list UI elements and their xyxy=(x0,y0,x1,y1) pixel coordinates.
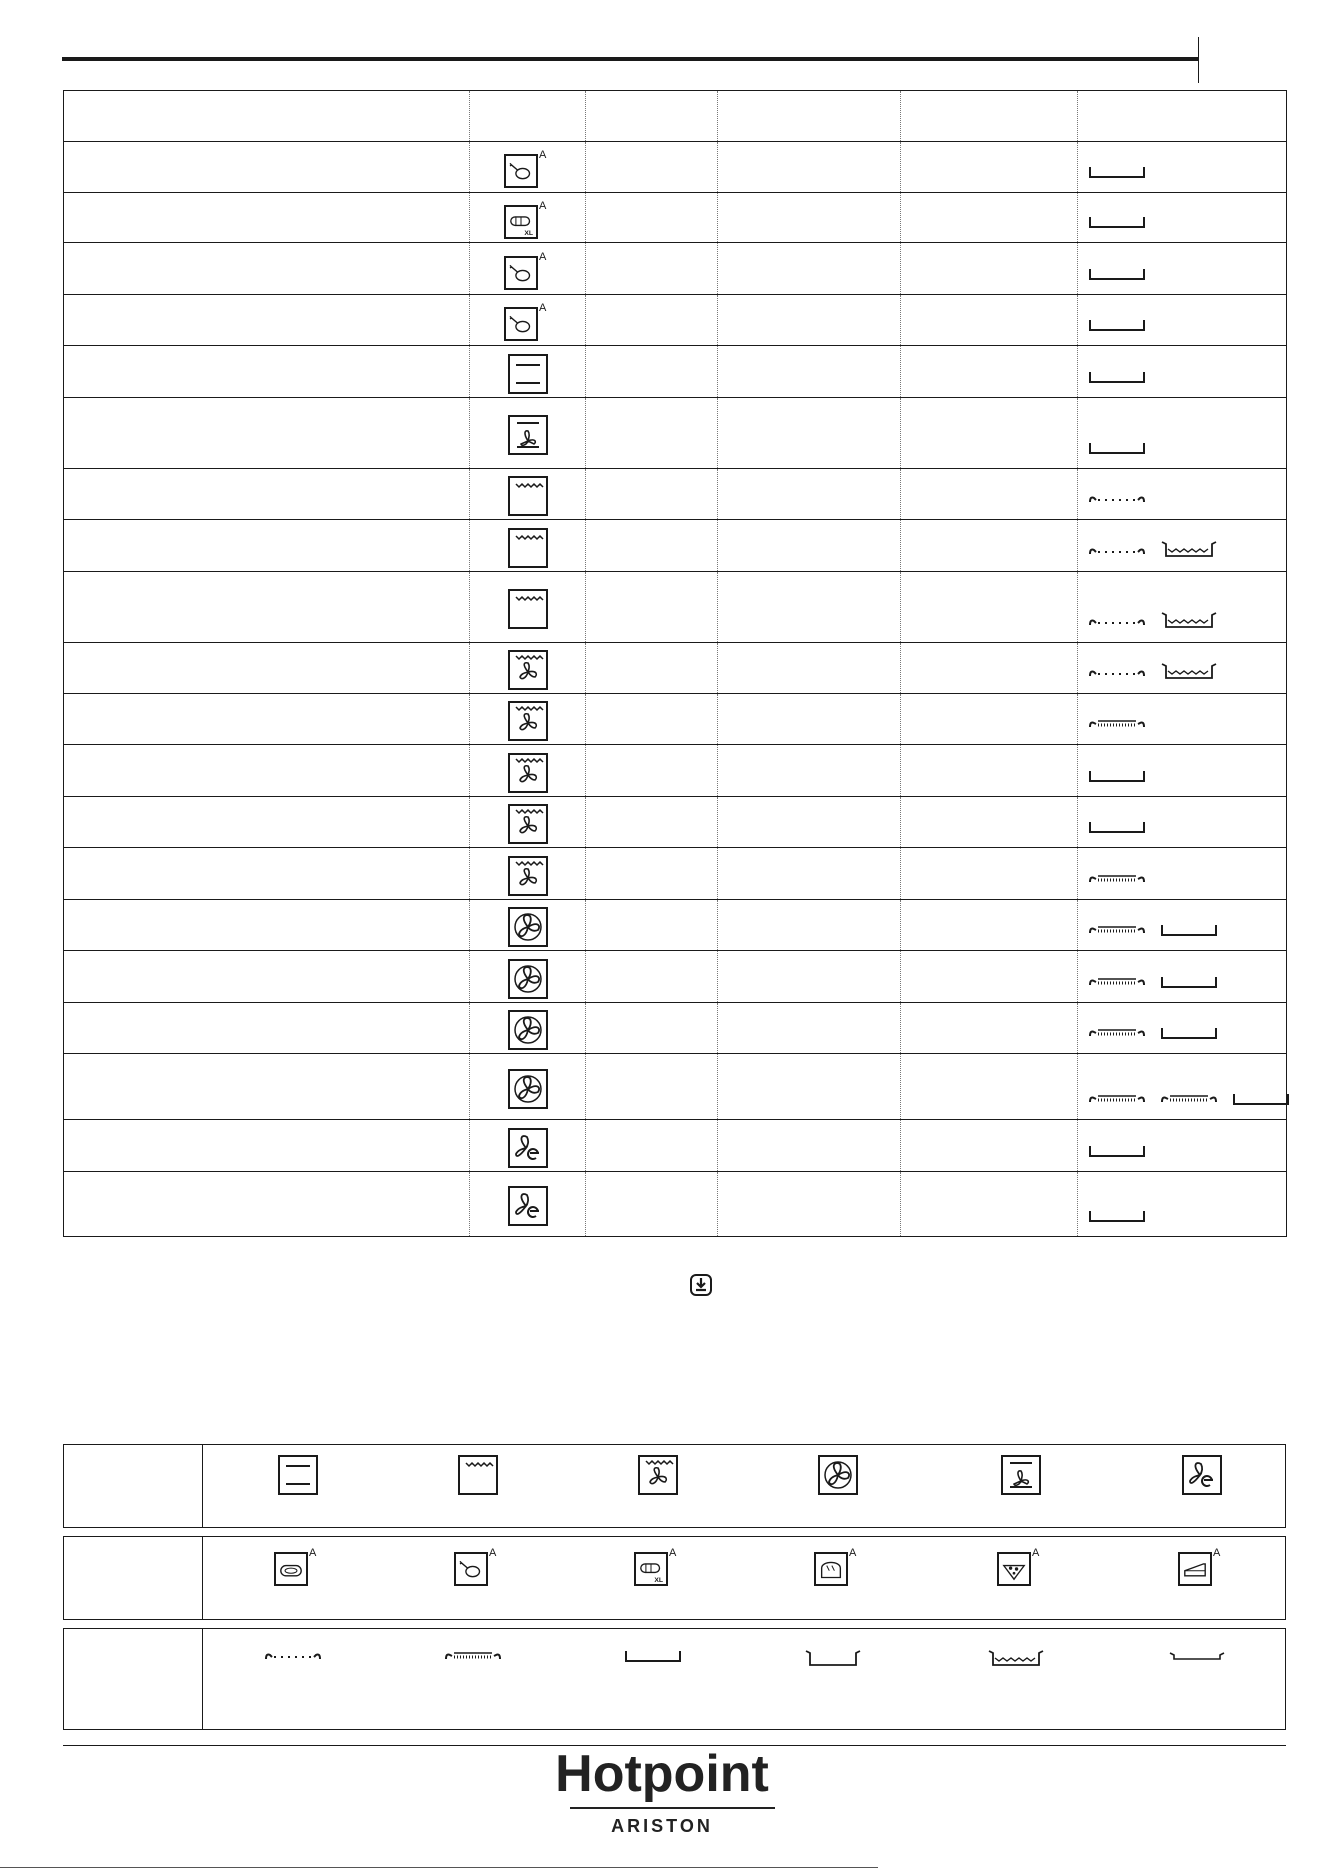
baking-rack-icon xyxy=(1088,923,1146,942)
table-row xyxy=(64,1120,1287,1172)
accessory-group xyxy=(1088,215,1146,234)
temperature-cell xyxy=(718,572,901,643)
temperature-cell xyxy=(718,469,901,520)
accessory-group xyxy=(1088,1209,1146,1228)
function-cell xyxy=(470,745,586,797)
table-row xyxy=(64,346,1287,398)
accessory-group xyxy=(1088,318,1146,337)
function-cell xyxy=(470,1172,586,1237)
time-cell xyxy=(901,745,1078,797)
temperature-cell xyxy=(718,745,901,797)
drip-tray-icon xyxy=(1088,1144,1146,1163)
table-row xyxy=(64,643,1287,694)
accessory-group xyxy=(1088,872,1146,891)
accessories-cell xyxy=(1078,848,1287,900)
preheat-cell xyxy=(586,469,718,520)
accessories-cell xyxy=(1078,469,1287,520)
water-tray-icon xyxy=(1160,662,1218,685)
baking-rack-icon xyxy=(1088,872,1146,891)
drip-tray-icon xyxy=(1088,267,1146,286)
temperature-cell xyxy=(718,346,901,398)
function-cell xyxy=(470,643,586,694)
conventional-icon xyxy=(470,350,585,394)
preheat-cell xyxy=(586,346,718,398)
accessory-group xyxy=(1088,611,1218,634)
recipe-cell xyxy=(64,643,470,694)
svg-text:XL: XL xyxy=(654,1576,664,1584)
drip-tray-icon xyxy=(1088,820,1146,839)
table-row xyxy=(64,572,1287,643)
auto-xl-roast-icon xyxy=(470,196,585,240)
auto-roast-icon xyxy=(470,298,585,342)
drip-tray-icon xyxy=(1160,923,1218,942)
preheat-cell xyxy=(586,694,718,745)
legend-head xyxy=(64,1445,203,1527)
brand-rule xyxy=(570,1807,775,1809)
time-cell xyxy=(901,797,1078,848)
cooking-table xyxy=(63,90,1287,1237)
forced-air-icon xyxy=(470,955,585,999)
drip-tray-icon xyxy=(1088,441,1146,460)
recipe-cell xyxy=(64,1003,470,1054)
recipe-cell xyxy=(64,520,470,572)
table-row xyxy=(64,520,1287,572)
baking-rack-icon xyxy=(1088,1026,1146,1045)
accessory-group xyxy=(1088,441,1146,460)
accessory-group xyxy=(1088,1144,1146,1163)
time-cell xyxy=(901,398,1078,469)
table-row xyxy=(64,193,1287,243)
temperature-cell xyxy=(718,1003,901,1054)
time-cell xyxy=(901,1054,1078,1120)
turbo-grill-icon xyxy=(470,852,585,896)
temperature-cell xyxy=(718,295,901,346)
preheat-cell xyxy=(586,243,718,295)
function-cell xyxy=(470,848,586,900)
auto-casserole-icon xyxy=(274,1543,322,1583)
accessories-cell xyxy=(1078,193,1287,243)
table-header-row xyxy=(64,91,1287,142)
accessory-group xyxy=(1088,662,1218,685)
recipe-cell xyxy=(64,694,470,745)
function-cell xyxy=(470,142,586,193)
svg-text:A: A xyxy=(849,1547,857,1559)
recipe-cell xyxy=(64,398,470,469)
eco-forced-air-icon xyxy=(470,1124,585,1168)
preheat-cell xyxy=(586,520,718,572)
auto-pizza-icon xyxy=(997,1543,1045,1583)
preheat-cell xyxy=(586,572,718,643)
recipe-cell xyxy=(64,469,470,520)
table-row xyxy=(64,1172,1287,1237)
temperature-cell xyxy=(718,243,901,295)
baking-rack-icon xyxy=(1088,717,1146,736)
legend-functions xyxy=(63,1444,1286,1528)
preheat-cell xyxy=(586,1172,718,1237)
accessory-group xyxy=(1088,165,1146,184)
function-cell xyxy=(470,1003,586,1054)
water-tray-icon xyxy=(1160,540,1218,563)
grill-icon xyxy=(454,1451,502,1491)
page-edge xyxy=(0,1867,878,1868)
preheat-cell xyxy=(586,900,718,951)
time-cell xyxy=(901,520,1078,572)
temperature-cell xyxy=(718,848,901,900)
accessory-group xyxy=(1088,492,1146,511)
auto-xl-roast-icon xyxy=(634,1543,682,1583)
table-row xyxy=(64,694,1287,745)
table-row xyxy=(64,469,1287,520)
baking-tray-icon xyxy=(804,1649,864,1689)
turbo-grill-icon xyxy=(634,1451,682,1491)
accessories-cell xyxy=(1078,694,1287,745)
forced-air-icon xyxy=(470,903,585,947)
recipe-cell xyxy=(64,346,470,398)
accessories-cell xyxy=(1078,745,1287,797)
table-row xyxy=(64,1054,1287,1120)
drip-tray-icon xyxy=(1088,370,1146,389)
forced-air-icon xyxy=(470,1065,585,1109)
water-tray-icon xyxy=(1160,611,1218,634)
drip-tray-icon xyxy=(1232,1092,1290,1111)
preheat-cell xyxy=(586,797,718,848)
accessories-cell xyxy=(1078,797,1287,848)
time-cell xyxy=(901,243,1078,295)
accessory-group xyxy=(1088,820,1146,839)
recipe-cell xyxy=(64,142,470,193)
function-cell xyxy=(470,520,586,572)
table-row xyxy=(64,848,1287,900)
accessories-cell xyxy=(1078,142,1287,193)
table-row xyxy=(64,797,1287,848)
accessories-cell xyxy=(1078,295,1287,346)
header-cell xyxy=(64,91,470,142)
temperature-cell xyxy=(718,694,901,745)
header-cell xyxy=(470,91,586,142)
temperature-cell xyxy=(718,1120,901,1172)
accessory-group xyxy=(1088,1092,1290,1111)
function-cell xyxy=(470,694,586,745)
table-row xyxy=(64,951,1287,1003)
accessory-group xyxy=(1088,769,1146,788)
table-row xyxy=(64,243,1287,295)
function-cell xyxy=(470,469,586,520)
preheat-cell xyxy=(586,398,718,469)
drip-tray-icon xyxy=(1160,975,1218,994)
preheat-cell xyxy=(586,193,718,243)
legend-auto-programs xyxy=(63,1536,1286,1620)
accessories-cell xyxy=(1078,520,1287,572)
function-cell xyxy=(470,295,586,346)
time-cell xyxy=(901,1003,1078,1054)
recipe-cell xyxy=(64,900,470,951)
function-cell xyxy=(470,346,586,398)
baking-rack-icon xyxy=(1088,975,1146,994)
accessories-cell xyxy=(1078,1172,1287,1237)
forced-air-icon xyxy=(470,1006,585,1050)
preheat-cell xyxy=(586,1003,718,1054)
preheat-cell xyxy=(586,295,718,346)
time-cell xyxy=(901,900,1078,951)
svg-text:A: A xyxy=(538,250,546,263)
accessory-group xyxy=(1088,267,1146,286)
svg-text:XL: XL xyxy=(523,229,533,237)
forced-air-icon xyxy=(814,1451,862,1491)
svg-text:A: A xyxy=(538,302,546,314)
function-cell xyxy=(470,1120,586,1172)
svg-text:A: A xyxy=(538,199,546,212)
svg-text:A: A xyxy=(309,1547,317,1559)
accessories-cell xyxy=(1078,951,1287,1003)
function-cell xyxy=(470,398,586,469)
time-cell xyxy=(901,346,1078,398)
svg-text:A: A xyxy=(669,1547,677,1559)
drip-tray-icon xyxy=(1088,165,1146,184)
svg-text:A: A xyxy=(1213,1547,1221,1559)
recipe-cell xyxy=(64,951,470,1003)
temperature-cell xyxy=(718,520,901,572)
svg-text:A: A xyxy=(538,149,546,161)
time-cell xyxy=(901,643,1078,694)
auto-roast-icon xyxy=(470,247,585,291)
recipe-cell xyxy=(64,797,470,848)
eco-forced-air-icon xyxy=(1178,1451,1226,1491)
function-cell xyxy=(470,193,586,243)
table-row xyxy=(64,398,1287,469)
auto-bread-icon xyxy=(814,1543,862,1583)
turbo-grill-icon xyxy=(470,697,585,741)
grill-icon xyxy=(470,585,585,629)
preheat-cell xyxy=(586,643,718,694)
accessory-group xyxy=(1088,540,1218,563)
legend-head xyxy=(64,1537,203,1619)
accessory-group xyxy=(1088,717,1146,736)
brand-logo: Hotpoint xyxy=(555,1745,769,1803)
temperature-cell xyxy=(718,797,901,848)
time-cell xyxy=(901,1120,1078,1172)
accessories-cell xyxy=(1078,900,1287,951)
temperature-cell xyxy=(718,951,901,1003)
baking-rack-icon xyxy=(1088,1092,1146,1111)
table-row xyxy=(64,745,1287,797)
header-cell xyxy=(586,91,718,142)
wire-shelf-icon xyxy=(1088,666,1146,685)
wire-shelf-icon xyxy=(1088,615,1146,634)
drip-tray-icon xyxy=(1088,318,1146,337)
time-cell xyxy=(901,951,1078,1003)
grill-icon xyxy=(470,524,585,568)
drip-tray-icon xyxy=(624,1649,684,1689)
wire-shelf-icon xyxy=(264,1649,324,1689)
drip-tray-icon xyxy=(1088,215,1146,234)
accessory-group xyxy=(1088,923,1218,942)
table-row xyxy=(64,900,1287,951)
table-row xyxy=(64,142,1287,193)
accessories-cell xyxy=(1078,572,1287,643)
temperature-cell xyxy=(718,1054,901,1120)
recipe-cell xyxy=(64,1172,470,1237)
conventional-icon xyxy=(274,1451,322,1491)
shallow-tray-icon xyxy=(1168,1649,1228,1689)
turbo-grill-icon xyxy=(470,646,585,690)
temperature-cell xyxy=(718,900,901,951)
preheat-cell xyxy=(586,848,718,900)
auto-roast-icon xyxy=(470,145,585,189)
time-cell xyxy=(901,848,1078,900)
time-cell xyxy=(901,142,1078,193)
accessory-group xyxy=(1088,1026,1218,1045)
header-cell xyxy=(1078,91,1287,142)
time-cell xyxy=(901,469,1078,520)
recipe-cell xyxy=(64,572,470,643)
accessories-cell xyxy=(1078,243,1287,295)
auto-roast-icon xyxy=(454,1543,502,1583)
function-cell xyxy=(470,797,586,848)
convection-bake-icon xyxy=(470,411,585,455)
legend-accessories xyxy=(63,1628,1286,1730)
svg-text:A: A xyxy=(489,1547,497,1559)
accessory-group xyxy=(1088,370,1146,389)
accessories-cell xyxy=(1078,398,1287,469)
temperature-cell xyxy=(718,142,901,193)
top-rule-tick xyxy=(1198,37,1199,83)
accessories-cell xyxy=(1078,643,1287,694)
preheat-cell xyxy=(586,951,718,1003)
drip-tray-icon xyxy=(1088,769,1146,788)
function-cell xyxy=(470,243,586,295)
table-row xyxy=(64,1003,1287,1054)
turbo-grill-icon xyxy=(470,749,585,793)
legend-head xyxy=(64,1629,203,1729)
recipe-cell xyxy=(64,243,470,295)
header-cell xyxy=(718,91,901,142)
function-cell xyxy=(470,1054,586,1120)
recipe-cell xyxy=(64,848,470,900)
recipe-cell xyxy=(64,1054,470,1120)
drip-tray-icon xyxy=(1088,1209,1146,1228)
temperature-cell xyxy=(718,643,901,694)
time-cell xyxy=(901,295,1078,346)
accessories-cell xyxy=(1078,1054,1287,1120)
function-cell xyxy=(470,572,586,643)
function-cell xyxy=(470,951,586,1003)
table-row xyxy=(64,295,1287,346)
accessory-group xyxy=(1088,975,1218,994)
turbo-grill-icon xyxy=(470,800,585,844)
download-icon xyxy=(690,1274,712,1301)
grill-icon xyxy=(470,472,585,516)
time-cell xyxy=(901,694,1078,745)
baking-rack-icon xyxy=(444,1649,504,1689)
preheat-cell xyxy=(586,1054,718,1120)
wire-shelf-icon xyxy=(1088,492,1146,511)
accessories-cell xyxy=(1078,1120,1287,1172)
auto-cake-icon xyxy=(1178,1543,1226,1583)
preheat-cell xyxy=(586,1120,718,1172)
preheat-cell xyxy=(586,142,718,193)
preheat-cell xyxy=(586,745,718,797)
header-cell xyxy=(901,91,1078,142)
recipe-cell xyxy=(64,745,470,797)
drip-tray-icon xyxy=(1160,1026,1218,1045)
temperature-cell xyxy=(718,193,901,243)
top-rule xyxy=(62,57,1198,61)
time-cell xyxy=(901,572,1078,643)
eco-forced-air-icon xyxy=(470,1182,585,1226)
convection-bake-icon xyxy=(997,1451,1045,1491)
brand-sub: ARISTON xyxy=(611,1816,713,1836)
function-cell xyxy=(470,900,586,951)
accessories-cell xyxy=(1078,346,1287,398)
accessories-cell xyxy=(1078,1003,1287,1054)
time-cell xyxy=(901,193,1078,243)
recipe-cell xyxy=(64,193,470,243)
recipe-cell xyxy=(64,295,470,346)
temperature-cell xyxy=(718,398,901,469)
svg-text:A: A xyxy=(1032,1547,1040,1559)
baking-rack-icon xyxy=(1160,1092,1218,1111)
time-cell xyxy=(901,1172,1078,1237)
recipe-cell xyxy=(64,1120,470,1172)
temperature-cell xyxy=(718,1172,901,1237)
wire-shelf-icon xyxy=(1088,544,1146,563)
water-tray-icon xyxy=(987,1649,1047,1689)
